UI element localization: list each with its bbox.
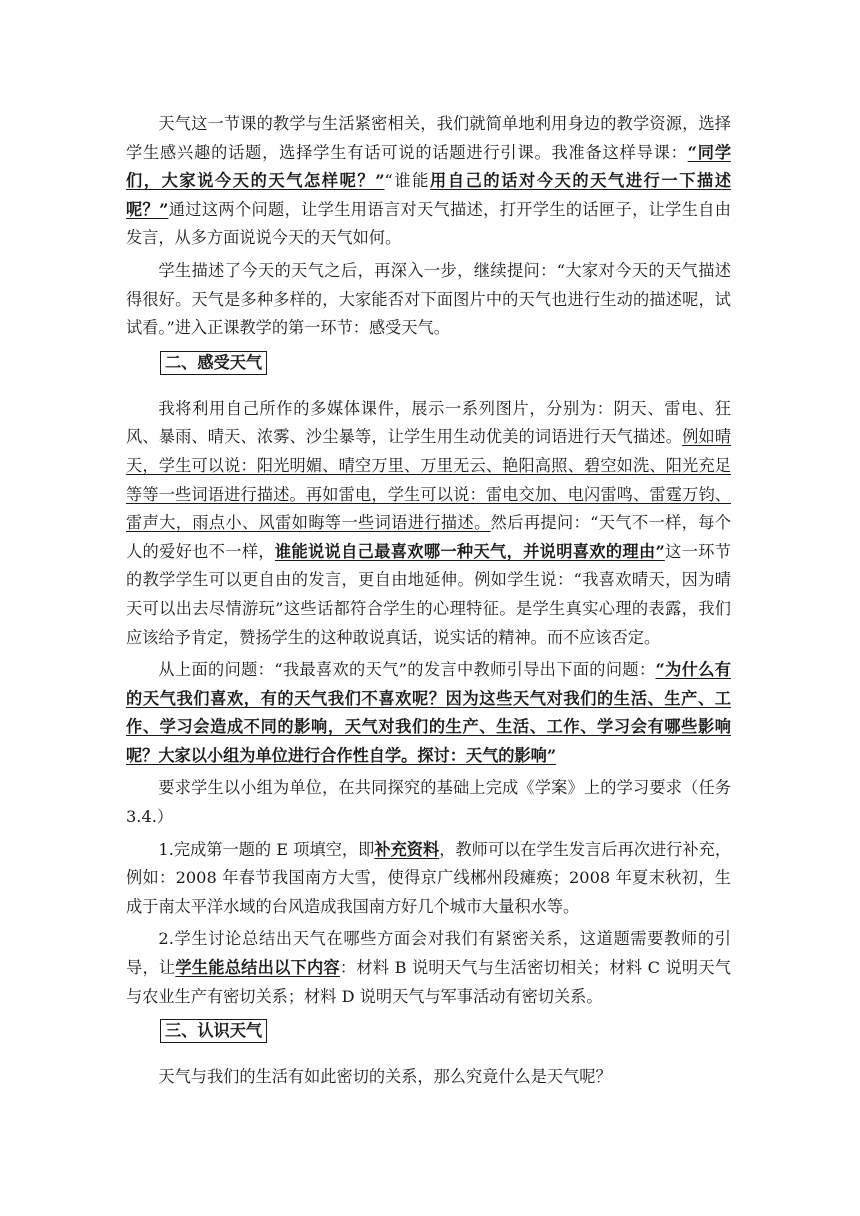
document-page	[126, 110, 731, 1092]
paragraph-what-is-weather: 天气与我们的生活有如此密切的关系，那么究竟什么是天气呢？	[158, 1067, 612, 1087]
section-heading-know-weather: 三、认识天气	[160, 1019, 267, 1043]
text-span: 这一环节的教学学生可以更自由的发言，更自由地延伸。例如学生说：“我喜欢晴天，因为晴天可以出去尽情游玩”这些话都符合学生的心理特征。是学生真实心理的表露，我们应该给予肯定，赞扬学生的这种敢说真话，说实话的精神。而不应该否定。	[126, 541, 731, 647]
paragraph-followup: 学生描述了今天的天气之后，再深入一步，继续提问：“大家对今天的天气描述得很好。天气是多种多样的，大家能否对下面图片中的天气也进行生动的描述呢，试试看。”进入正课教学的第一环节：感受天气。	[126, 260, 731, 338]
question-weather-impact: “为什么有的天气我们喜欢，有的天气我们不喜欢呢？因为这些天气对我们的生活、生产、工作、学习会造成不同的影响，天气对我们的生产、生活、工作、学习会有哪些影响呢？大家以小组为单位进行合作性自学。探讨：天气的影响”	[126, 660, 731, 765]
text-span: 2.学生讨论总结出天气在哪些方面会对我们有紧密关系，这道题需要教师的引导，让	[126, 929, 731, 978]
paragraph-item-2	[126, 925, 731, 1011]
examples-underlined: 例如晴天，学生可以说：阳光明媚、晴空万里、万里无云、艳阳高照、碧空如洗、阳光充足等等一些词语进行描述。再如雷电，学生可以说：雷电交加、电闪雷鸣、雷霆万钧、雷声大，雨点小、风雷如晦等一些词语进行描述。	[126, 427, 732, 533]
supplement-material: 补充资料	[374, 839, 440, 859]
question-1: “同学们，大家说今天的天气怎样呢？”	[126, 142, 732, 191]
section-heading-feel-weather: 二、感受天气	[160, 351, 267, 375]
paragraph-multimedia	[126, 395, 731, 652]
text-span: 然后再提问：“天气不一样，每个人的爱好也不一样，	[126, 513, 732, 561]
paragraph-intro	[126, 110, 731, 253]
text-span: 1.完成第一题的 E 项填空，即	[158, 839, 375, 859]
text-span: 天气这一节课的教学与生活紧密相关，我们就简单地利用身边的教学资源，选择学生感兴趣的话题，选择学生有话可说的话题进行引课。我准备这样导课：	[126, 114, 731, 162]
paragraph-guided-question	[126, 656, 731, 770]
text-span: 从上面的问题：“我最喜欢的天气”的发言中教师引导出下面的问题：	[158, 660, 656, 680]
text-span: 我将利用自己所作的多媒体课件，展示一系列图片，分别为：阴天、雷电、狂风、暴雨、晴天、浓雾、沙尘暴等，让学生用生动优美的词语进行天气描述。	[126, 398, 731, 447]
text-span: ，教师可以在学生发言后再次进行补充，例如：2008 年春节我国南方大雪，使得京广线郴州段瘫痪；2008 年夏末秋初，生成于南太平洋水域的台风造成我国南方好几个城市大量积水等。	[126, 839, 732, 916]
paragraph-item-1	[126, 836, 731, 922]
text-span: ：材料 B 说明天气与生活密切相关；材料 C 说明天气与农业生产有密切关系；材料 D 说明天气与军事活动有密切关系。	[126, 958, 731, 1006]
question-favorite-weather: 谁能说说自己最喜欢哪一种天气，并说明喜欢的理由”	[274, 541, 665, 561]
text-span: “谁能	[384, 171, 431, 191]
question-2: 用自己的话对今天的天气进行一下描述呢？”	[126, 171, 732, 219]
paragraph-requirements: 要求学生以小组为单位，在共同探究的基础上完成《学案》上的学习要求（任务 3.4.）	[126, 778, 731, 827]
summary-content: 学生能总结出以下内容	[175, 958, 340, 978]
text-span: 通过这两个问题，让学生用语言对天气描述，打开学生的话匣子，让学生自由发言，从多方面说说今天的天气如何。	[126, 199, 731, 248]
